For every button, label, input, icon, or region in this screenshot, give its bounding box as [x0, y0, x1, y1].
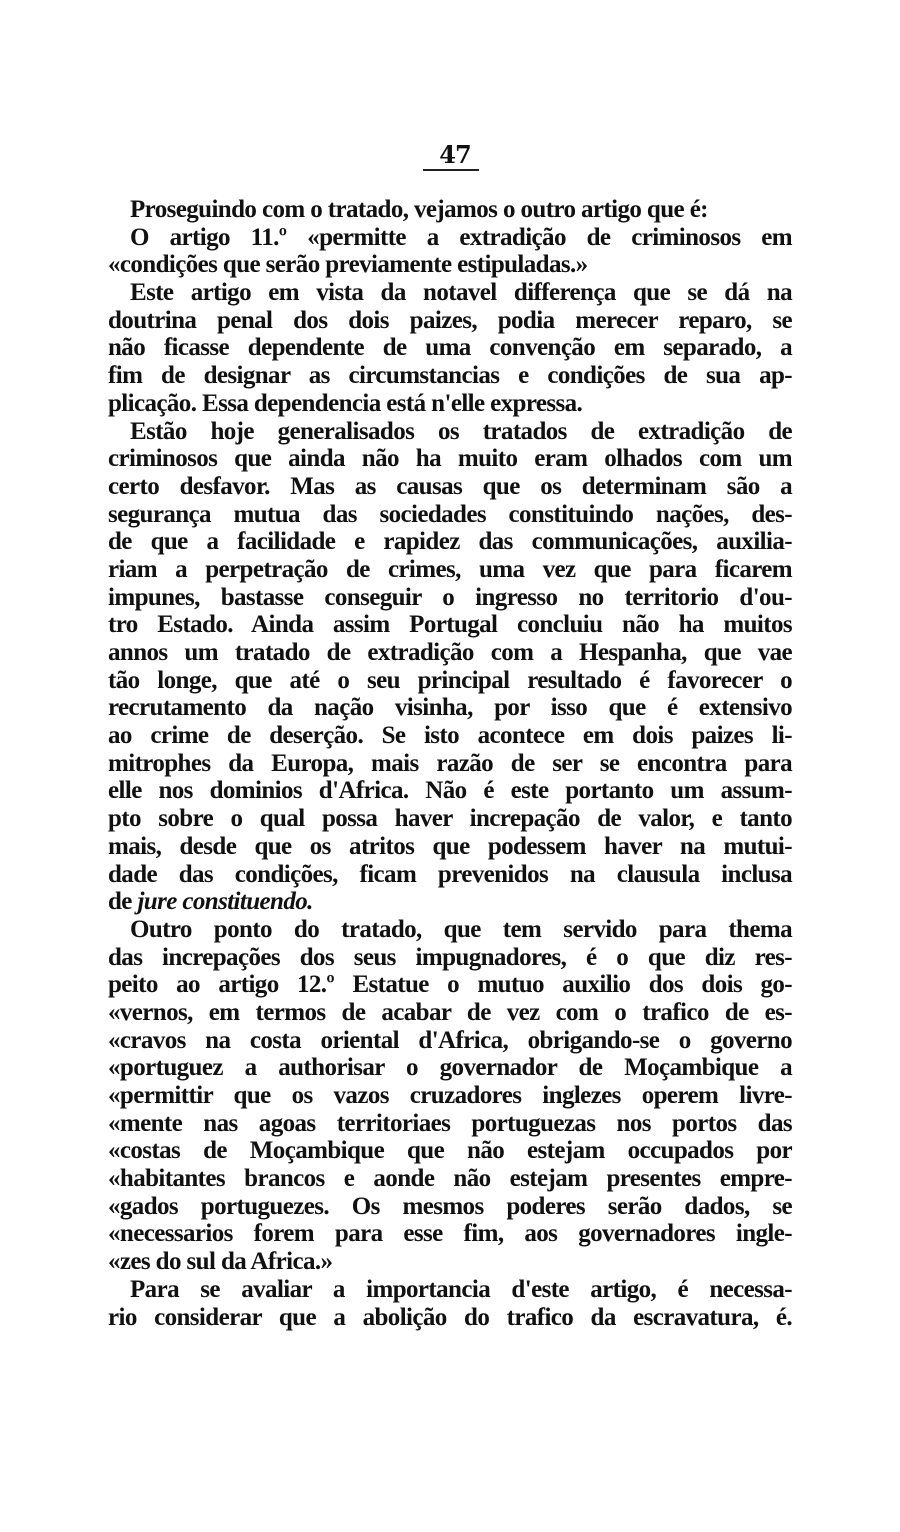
text-line: doutrina penal dos dois paizes, podia merecer reparo, se [108, 306, 792, 334]
text-line: riam a perpetração de crimes, uma vez que para ficarem [108, 555, 792, 583]
text-line: elle nos dominios d'Africa. Não é este portanto um assum- [108, 777, 792, 805]
text-line: segurança mutua das sociedades constituindo nações, des- [108, 500, 792, 528]
text-line: ao crime de deserção. Se isto acontece em dois paizes li- [108, 722, 792, 750]
text-line: «cravos na costa oriental d'Africa, obrigando-se o governo [108, 1026, 792, 1054]
paragraph [108, 196, 792, 224]
paragraph [108, 1276, 792, 1331]
text-line: impunes, bastasse conseguir o ingresso no territorio d'ou- [108, 583, 792, 611]
paragraph [108, 916, 792, 1276]
italic-latin-phrase: jure constituendo. [137, 888, 313, 916]
text-line: dade das condições, ficam prevenidos na clausula inclusa [108, 860, 792, 888]
text-line: plicação. Essa dependencia está n'elle expressa. [108, 389, 583, 417]
text-line [108, 888, 792, 916]
page-number-rule [423, 169, 479, 171]
text-line: Proseguindo com o tratado, vejamos o outro artigo que é: [130, 196, 708, 223]
text-line: O artigo 11.º «permitte a extradição de criminosos em [130, 223, 792, 251]
page-number: 47 [439, 140, 471, 169]
text-line: fim de designar as circumstancias e condições de sua ap- [108, 362, 792, 390]
text-line: peito ao artigo 12.º Estatue o mutuo auxilio dos dois go- [108, 971, 792, 999]
text-line: recrutamento da nação visinha, por isso que é extensivo [108, 694, 792, 722]
text-line: Este artigo em vista da notavel differença que se dá na [130, 279, 792, 307]
text-line: Estão hoje generalisados os tratados de extradição de [130, 417, 792, 445]
paragraph [108, 418, 792, 916]
text-line: «necessarios forem para esse fim, aos governadores ingle- [108, 1220, 792, 1248]
text-line: Outro ponto do tratado, que tem servido para thema [130, 915, 792, 943]
text-line: «gados portuguezes. Os mesmos poderes serão dados, se [108, 1192, 792, 1220]
paragraph [108, 279, 792, 417]
text-line: mitrophes da Europa, mais razão de ser se encontra para [108, 749, 792, 777]
text-line: certo desfavor. Mas as causas que os determinam são a [108, 472, 792, 500]
text-line: «vernos, em termos de acabar de vez com o trafico de es- [108, 998, 792, 1026]
text-line: tão longe, que até o seu principal resultado é favorecer o [108, 666, 792, 694]
body-text [108, 196, 792, 1331]
text-line: «mente nas agoas territoriaes portuguezas nos portos das [108, 1109, 792, 1137]
text-line: mais, desde que os atritos que podessem haver na mutui- [108, 832, 792, 860]
text-line: Para se avaliar a importancia d'este artigo, é necessa- [130, 1275, 792, 1303]
text-line: «costas de Moçambique que não estejam occupados por [108, 1137, 792, 1165]
text-line: das increpações dos seus impugnadores, é o que diz res- [108, 943, 792, 971]
paragraph [108, 224, 792, 279]
text-line: tro Estado. Ainda assim Portugal concluiu não ha muitos [108, 611, 792, 639]
text-segment: de [108, 888, 138, 916]
text-line: «habitantes brancos e aonde não estejam presentes empre- [108, 1165, 792, 1193]
text-line: «condições que serão previamente estipuladas.» [108, 251, 588, 279]
text-line: criminosos que ainda não ha muito eram olhados com um [108, 445, 792, 473]
text-line: pto sobre o qual possa haver increpação de valor, e tanto [108, 805, 792, 833]
text-line: «permittir que os vazos cruzadores inglezes operem livre- [108, 1082, 792, 1109]
text-line: rio considerar que a abolição do trafico da escravatura, é. [108, 1303, 792, 1331]
text-line: não ficasse dependente de uma convenção em separado, a [108, 334, 792, 362]
text-line: «portuguez a authorisar o governador de Moçambique a [108, 1054, 792, 1082]
text-line: annos um tratado de extradição com a Hespanha, que vae [108, 639, 792, 666]
text-line: «zes do sul da Africa.» [108, 1248, 333, 1276]
text-line: de que a facilidade e rapidez das communicações, auxilia- [108, 528, 792, 556]
